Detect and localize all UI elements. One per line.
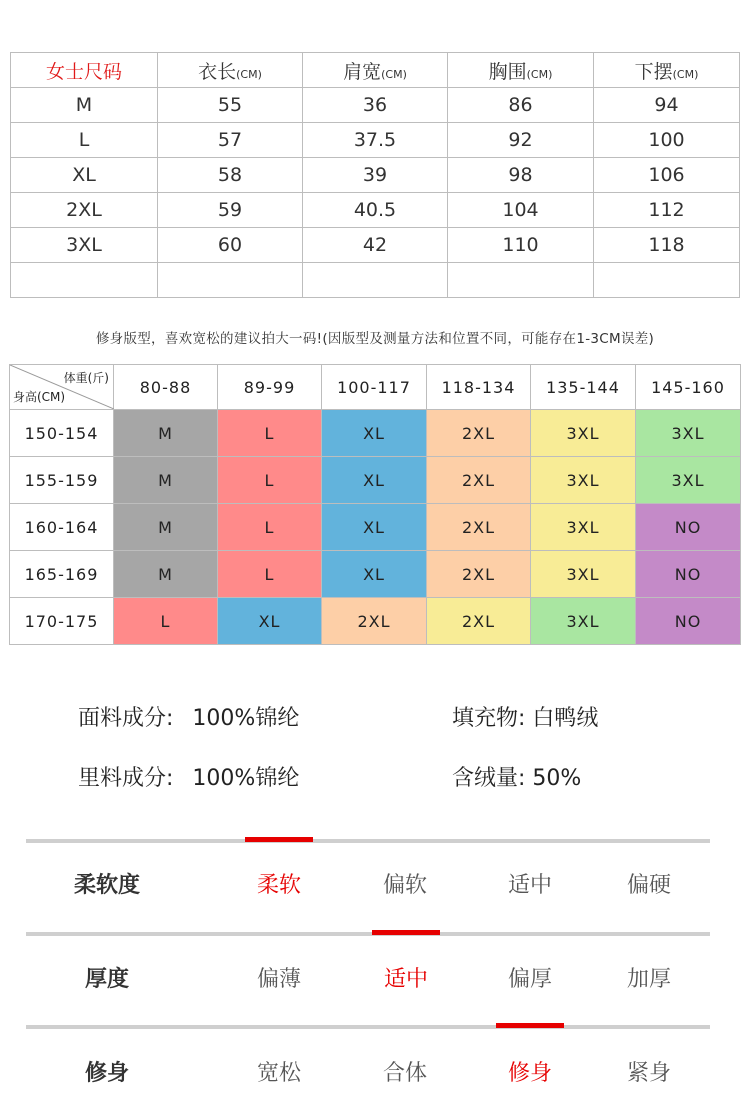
scale-option: 偏薄: [257, 967, 302, 992]
size-cell: 2XL: [427, 457, 531, 504]
size-cell: 2XL: [427, 410, 531, 457]
size-cell: 3XL: [531, 410, 636, 457]
scale-option: 偏厚: [508, 967, 553, 992]
size-label: M: [11, 88, 158, 123]
size-cell: NO: [636, 504, 741, 551]
grid-row: [10, 410, 741, 457]
cell-value: 55: [158, 88, 303, 123]
filling-label: 填充物:: [452, 706, 526, 731]
cell-value: 118: [594, 228, 740, 263]
grid-row: [10, 504, 741, 551]
down-content: [452, 761, 581, 792]
table-row: [11, 123, 740, 158]
header-shoulder: 肩宽(CM): [303, 53, 448, 88]
weight-range-header: 145-160: [636, 365, 741, 410]
height-range-label: 155-159: [10, 457, 114, 504]
size-cell: L: [218, 551, 322, 598]
cell-value: 57: [158, 123, 303, 158]
height-axis-label: 身高(CM): [13, 390, 66, 404]
cell-value: 40.5: [303, 193, 448, 228]
size-cell: NO: [636, 598, 741, 645]
fit-note: 修身版型，喜欢宽松的建议拍大一码!(因版型及测量方法和位置不同，可能存在1-3CM误差): [95, 331, 655, 347]
cell-value: 110: [448, 228, 594, 263]
size-cell: XL: [218, 598, 322, 645]
weight-range-header: 118-134: [427, 365, 531, 410]
size-cell: 2XL: [427, 598, 531, 645]
size-chart-table: [10, 52, 740, 298]
size-label: XL: [11, 158, 158, 193]
grid-row: [10, 551, 741, 598]
lining-fabric: [78, 761, 299, 792]
cell-value: 39: [303, 158, 448, 193]
size-cell: 3XL: [531, 551, 636, 598]
scale-option: 柔软: [257, 873, 302, 898]
table-row: [11, 88, 740, 123]
size-cell: L: [114, 598, 218, 645]
scale-option: 宽松: [257, 1061, 302, 1086]
filling-value: 白鸭绒: [532, 706, 599, 731]
size-chart-title: 女士尺码: [11, 53, 158, 88]
weight-axis-label: 体重(斤): [63, 371, 109, 385]
height-range-label: 170-175: [10, 598, 114, 645]
height-range-label: 160-164: [10, 504, 114, 551]
grid-row: [10, 457, 741, 504]
weight-range-header: 100-117: [322, 365, 427, 410]
size-cell: XL: [322, 410, 427, 457]
size-cell: M: [114, 551, 218, 598]
empty-cell: [594, 263, 740, 298]
lining-fabric-label: 里料成分:: [78, 766, 174, 791]
scale-option: 偏硬: [627, 873, 672, 898]
size-cell: M: [114, 504, 218, 551]
scale-marker: [245, 837, 313, 842]
size-cell: 2XL: [322, 598, 427, 645]
height-range-label: 165-169: [10, 551, 114, 598]
scale-option: 偏软: [383, 873, 428, 898]
scale-option: 合体: [383, 1061, 428, 1086]
cell-value: 36: [303, 88, 448, 123]
table-row: [11, 193, 740, 228]
down-content-label: 含绒量:: [452, 766, 526, 791]
cell-value: 42: [303, 228, 448, 263]
table-row: [11, 228, 740, 263]
header-hem: 下摆(CM): [594, 53, 740, 88]
cell-value: 86: [448, 88, 594, 123]
header-chest: 胸围(CM): [448, 53, 594, 88]
height-range-label: 150-154: [10, 410, 114, 457]
size-cell: 3XL: [531, 598, 636, 645]
size-cell: XL: [322, 457, 427, 504]
cell-value: 104: [448, 193, 594, 228]
weight-range-header: 80-88: [114, 365, 218, 410]
scale-label: 厚度: [85, 967, 130, 992]
filling: [452, 701, 598, 732]
empty-cell: [448, 263, 594, 298]
size-label: L: [11, 123, 158, 158]
table-row-empty: [11, 263, 740, 298]
size-cell: L: [218, 504, 322, 551]
empty-cell: [303, 263, 448, 298]
size-cell: NO: [636, 551, 741, 598]
size-cell: L: [218, 410, 322, 457]
down-content-value: 50%: [532, 766, 582, 791]
scale-track: [26, 932, 710, 936]
scale-option: 紧身: [627, 1061, 672, 1086]
empty-cell: [158, 263, 303, 298]
size-cell: 3XL: [636, 457, 741, 504]
scale-track: [26, 1025, 710, 1029]
weight-range-header: 135-144: [531, 365, 636, 410]
size-cell: 3XL: [531, 457, 636, 504]
size-label: 2XL: [11, 193, 158, 228]
empty-cell: [11, 263, 158, 298]
scale-track: [26, 839, 710, 843]
size-label: 3XL: [11, 228, 158, 263]
size-cell: XL: [322, 551, 427, 598]
size-cell: 3XL: [636, 410, 741, 457]
scale-option: 加厚: [627, 967, 672, 992]
cell-value: 60: [158, 228, 303, 263]
size-chart-header: [11, 53, 740, 88]
cell-value: 94: [594, 88, 740, 123]
lining-fabric-value: 100%锦纶: [192, 766, 300, 791]
shell-fabric-value: 100%锦纶: [192, 706, 300, 731]
size-cell: XL: [322, 504, 427, 551]
size-cell: 3XL: [531, 504, 636, 551]
scale-option: 修身: [508, 1061, 553, 1086]
scale-option: 适中: [508, 873, 553, 898]
weight-range-header: 89-99: [218, 365, 322, 410]
scale-marker: [372, 930, 440, 935]
scale-marker: [496, 1023, 564, 1028]
cell-value: 98: [448, 158, 594, 193]
size-cell: 2XL: [427, 551, 531, 598]
grid-corner-cell: [10, 365, 114, 410]
size-cell: M: [114, 457, 218, 504]
size-cell: M: [114, 410, 218, 457]
cell-value: 106: [594, 158, 740, 193]
header-length: 衣长(CM): [158, 53, 303, 88]
cell-value: 100: [594, 123, 740, 158]
scale-label: 柔软度: [74, 873, 141, 898]
scale-option: 适中: [384, 967, 429, 992]
table-row: [11, 158, 740, 193]
size-cell: 2XL: [427, 504, 531, 551]
cell-value: 59: [158, 193, 303, 228]
shell-fabric-label: 面料成分:: [78, 706, 174, 731]
grid-header-row: [10, 365, 741, 410]
size-cell: L: [218, 457, 322, 504]
grid-row: [10, 598, 741, 645]
cell-value: 112: [594, 193, 740, 228]
cell-value: 58: [158, 158, 303, 193]
scale-label: 修身: [85, 1061, 130, 1086]
cell-value: 37.5: [303, 123, 448, 158]
shell-fabric: [78, 701, 299, 732]
size-recommendation-grid: [9, 364, 741, 645]
cell-value: 92: [448, 123, 594, 158]
